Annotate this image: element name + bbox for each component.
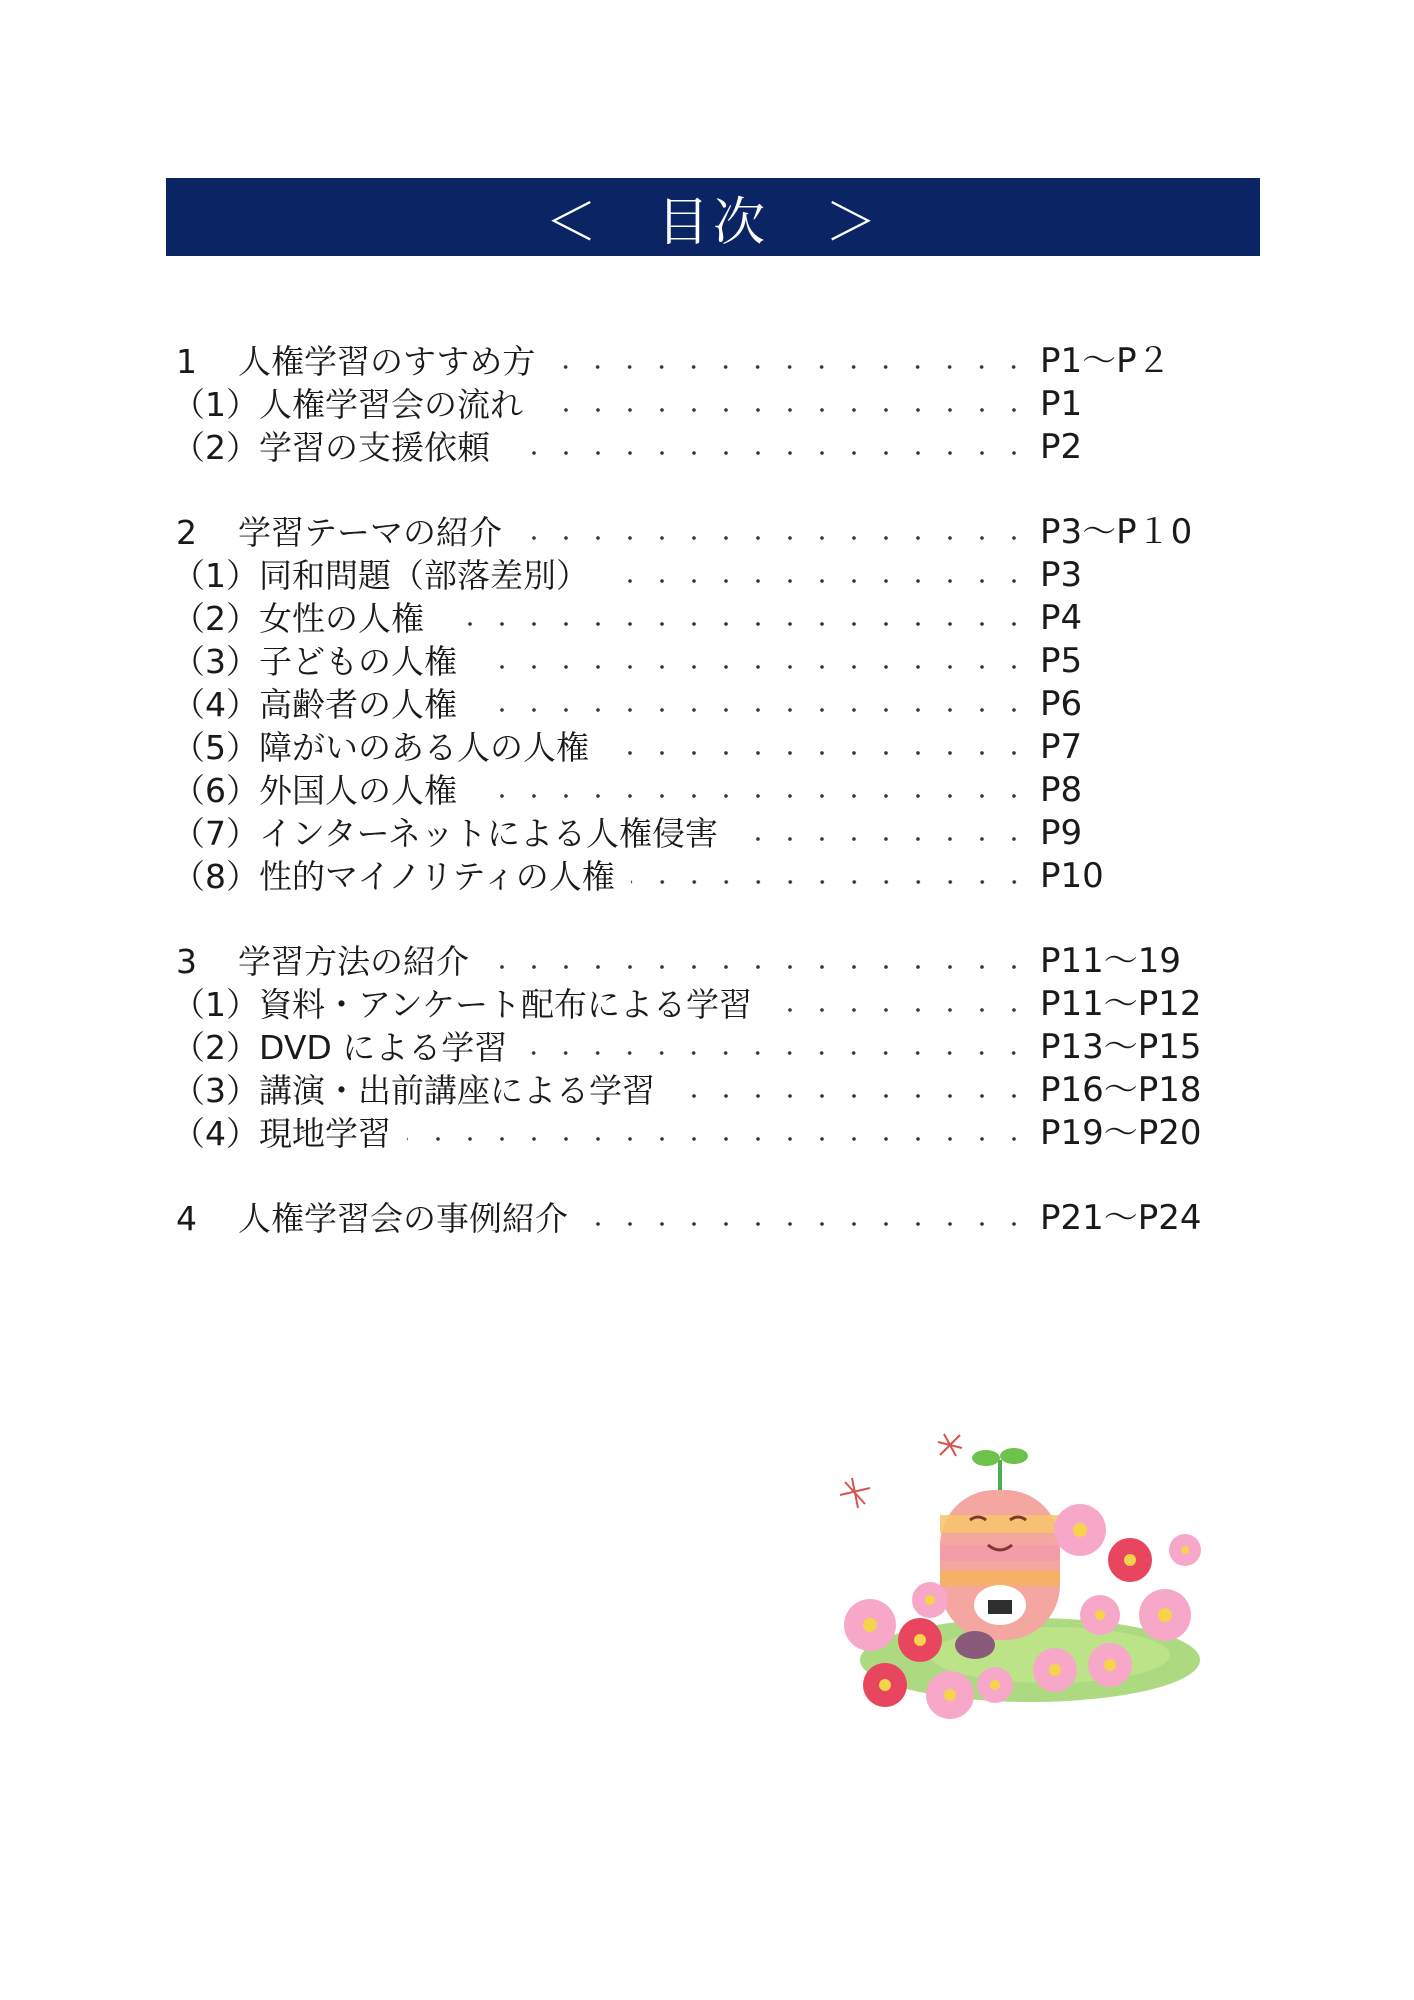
toc-section-2 [172, 511, 1222, 898]
page-number: P13～P15 [1040, 1027, 1202, 1067]
toc-item-row[interactable] [172, 855, 1222, 898]
page-number: P4 [1040, 598, 1083, 638]
section-number: 3 [176, 942, 197, 981]
toc-heading-row[interactable] [172, 1197, 1222, 1240]
dot-leader [523, 1051, 1030, 1055]
dot-leader [473, 665, 1030, 669]
page-number: P2 [1040, 427, 1083, 467]
dot-leader [407, 1137, 1030, 1141]
dot-leader [584, 1222, 1030, 1226]
section-number: 4 [176, 1199, 197, 1238]
dot-leader [473, 794, 1030, 798]
mascot-with-cosmos-flowers-icon [810, 1420, 1230, 1720]
toc-item-row[interactable] [172, 983, 1222, 1026]
item-title: （1）資料・アンケート配布による学習 [172, 985, 753, 1024]
dot-leader [518, 536, 1030, 540]
toc-heading-row[interactable] [172, 340, 1222, 383]
toc-heading-row[interactable] [172, 940, 1222, 983]
toc-section-3 [172, 940, 1222, 1155]
section-number: 2 [176, 513, 197, 552]
page-number: P11～P12 [1040, 984, 1202, 1024]
item-title: （8）性的マイノリティの人権 [172, 857, 615, 896]
dot-leader [605, 579, 1030, 583]
item-title: （3）子どもの人権 [172, 642, 457, 681]
section-number: 1 [176, 342, 197, 381]
toc-item-row[interactable] [172, 812, 1222, 855]
table-of-contents [172, 340, 1222, 1282]
page-range: P3～P１0 [1040, 512, 1193, 552]
page-number: P10 [1040, 856, 1104, 896]
section-title: 学習テーマの紹介 [238, 513, 502, 552]
toc-item-row[interactable] [172, 683, 1222, 726]
dot-leader [485, 965, 1030, 969]
page-number: P16～P18 [1040, 1070, 1202, 1110]
item-title: （1）人権学習会の流れ [172, 385, 523, 424]
dot-leader [440, 622, 1030, 626]
toc-item-row[interactable] [172, 726, 1222, 769]
toc-heading-row[interactable] [172, 511, 1222, 554]
page-number: P9 [1040, 813, 1083, 853]
toc-section-1 [172, 340, 1222, 469]
toc-item-row[interactable] [172, 383, 1222, 426]
page-number: P8 [1040, 770, 1083, 810]
page-number: P7 [1040, 727, 1083, 767]
item-title: （3）講演・出前講座による学習 [172, 1071, 655, 1110]
title-banner [166, 178, 1260, 256]
item-title: （2）女性の人権 [172, 599, 424, 638]
toc-item-row[interactable] [172, 1026, 1222, 1069]
toc-item-row[interactable] [172, 597, 1222, 640]
page-range: P21～P24 [1040, 1198, 1202, 1238]
item-title: （2）DVD による学習 [172, 1028, 508, 1067]
item-title: （6）外国人の人権 [172, 771, 457, 810]
dot-leader [506, 451, 1030, 455]
item-title: （5）障がいのある人の人権 [172, 728, 589, 767]
page-number: P1 [1040, 384, 1083, 424]
dot-leader [551, 365, 1030, 369]
section-title: 人権学習会の事例紹介 [238, 1199, 568, 1238]
item-title: （2）学習の支援依頼 [172, 428, 490, 467]
page-title: ＜ 目次 ＞ [544, 192, 881, 253]
page-number: P5 [1040, 641, 1083, 681]
toc-item-row[interactable] [172, 1069, 1222, 1112]
item-title: （1）同和問題（部落差別） [172, 556, 589, 595]
dot-leader [605, 751, 1030, 755]
toc-item-row[interactable] [172, 1112, 1222, 1155]
page-range: P1～P２ [1040, 341, 1171, 381]
page-number: P6 [1040, 684, 1083, 724]
page-number: P19～P20 [1040, 1113, 1202, 1153]
dot-leader [539, 408, 1030, 412]
toc-item-row[interactable] [172, 769, 1222, 812]
dot-leader [473, 708, 1030, 712]
toc-item-row[interactable] [172, 426, 1222, 469]
item-title: （4）現地学習 [172, 1114, 391, 1153]
section-title: 学習方法の紹介 [238, 942, 469, 981]
toc-item-row[interactable] [172, 640, 1222, 683]
toc-item-row[interactable] [172, 554, 1222, 597]
dot-leader [671, 1094, 1030, 1098]
item-title: （7）インターネットによる人権侵害 [172, 814, 719, 853]
dot-leader [768, 1008, 1030, 1012]
section-title: 人権学習のすすめ方 [238, 342, 536, 381]
toc-section-4 [172, 1197, 1222, 1240]
dot-leader [734, 837, 1030, 841]
dot-leader [631, 880, 1030, 884]
page-number: P3 [1040, 555, 1083, 595]
item-title: （4）高齢者の人権 [172, 685, 457, 724]
page-range: P11～19 [1040, 941, 1182, 981]
